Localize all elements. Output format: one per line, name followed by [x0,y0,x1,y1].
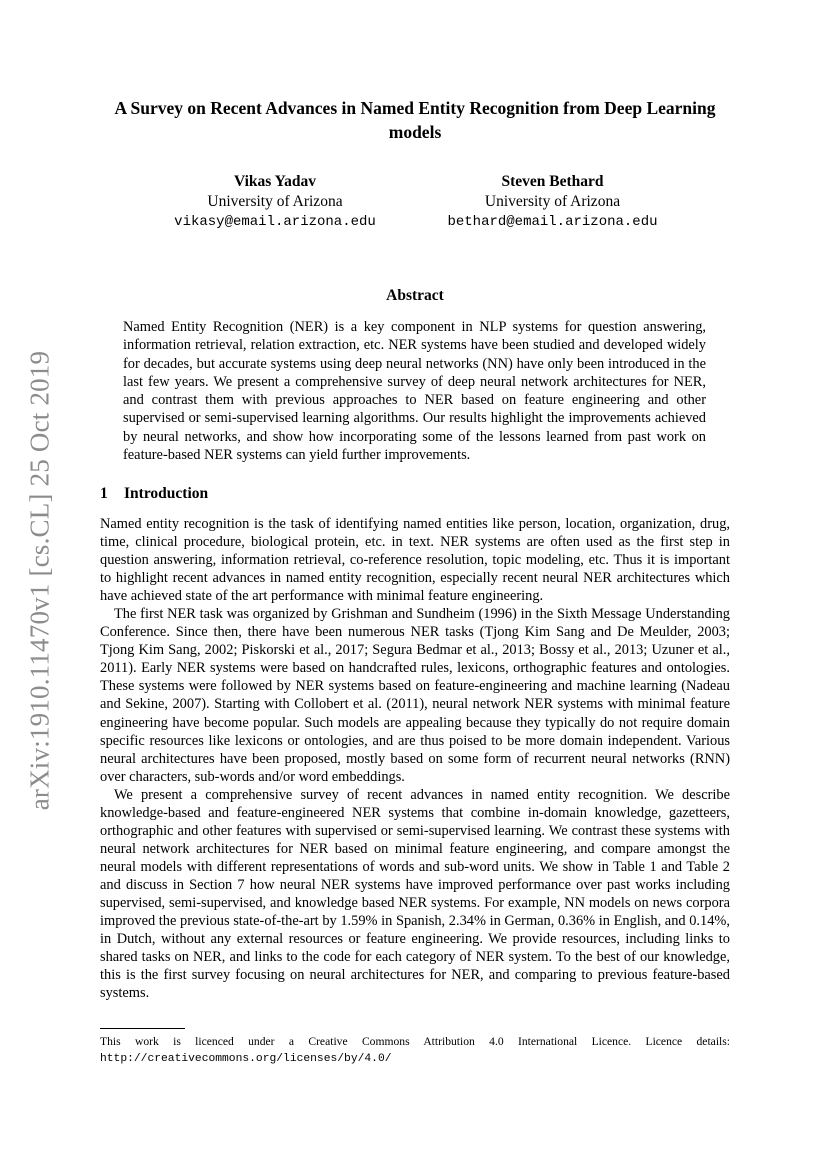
footnote-text: This work is licenced under a Creative Commons Attribution 4.0 International Licence. Licence details: [100,1035,730,1048]
author-name: Steven Bethard [501,173,604,190]
author-email: vikasy@email.arizona.edu [174,214,376,230]
license-url: http://creativecommons.org/licenses/by/4.0/ [100,1053,392,1065]
author-name: Vikas Yadav [234,173,316,190]
footnote [100,1034,730,1067]
introduction-body [100,515,730,1002]
paragraph: We present a comprehensive survey of recent advances in named entity recognition. We describe knowledge-based and feature-engineered NER systems that combine in-domain knowledge, gazetteers, orthographic and other features with supervised or semi-supervised learning. We contrast these systems with neural network architectures for NER based on minimal feature engineering, and compare amongst the neural models with different representations of words and sub-word units. We show in Table 1 and Table 2 and discuss in Section 7 how neural NER systems have improved performance over past works including supervised, semi-supervised, and knowledge based NER systems. For example, NN models on news corpora improved the previous state-of-the-art by 1.59% in Spanish, 2.34% in German, 0.36% in English, and 0.14%, in Dutch, without any external resources or feature engineering. We provide resources, including links to shared tasks on NER, and links to the code for each category of NER system. To the best of our knowledge, this is the first survey focusing on neural architectures for NER, and comparing to previous feature-based systems. [100,786,730,1002]
abstract-text: Named Entity Recognition (NER) is a key component in NLP systems for question answering, information retrieval, relation extraction, etc. NER systems have been studied and developed widely for decades, but accurate systems using deep neural networks (NN) have only been introduced in the last few years. We present a comprehensive survey of deep neural network architectures for NER, and contrast them with previous approaches to NER based on feature engineering and other supervised or semi-supervised learning algorithms. Our results highlight the improvements achieved by neural networks, and show how incorporating some of the lessons learned from past work on feature-based NER systems can yield further improvements. [123,319,706,464]
author-affiliation: University of Arizona [207,193,343,210]
author-block-1 [150,172,400,232]
arxiv-identifier-text: arXiv:1910.11470v1 [cs.CL] 25 Oct 2019 [24,350,55,810]
section-title: Introduction [124,485,209,502]
arxiv-identifier-stamp [20,340,60,820]
paragraph: The first NER task was organized by Grishman and Sundheim (1996) in the Sixth Message Understanding Conference. Since then, there have been numerous NER tasks (Tjong Kim Sang and De Meulder, 2003; Tjong Kim Sang, 2002; Piskorski et al., 2017; Segura Bedmar et al., 2013; Bossy et al., 2013; Uzuner et al., 2011). Early NER systems were based on handcrafted rules, lexicons, orthographic features and ontologies. These systems were followed by NER systems based on feature-engineering and machine learning (Nadeau and Sekine, 2007). Starting with Collobert et al. (2011), neural network NER systems with minimal feature engineering have become popular. Such models are appealing because they typically do not require domain specific resources like lexicons or ontologies, and are thus poised to be more domain independent. Various neural architectures have been proposed, mostly based on some form of recurrent neural networks (RNN) over characters, sub-words and/or word embeddings. [100,606,730,785]
author-block-2 [425,172,680,232]
abstract-heading: Abstract [386,287,444,304]
footnote-divider [100,1028,185,1029]
paragraph: Named entity recognition is the task of identifying named entities like person, location, organization, drug, time, clinical procedure, biological protein, etc. in text. NER systems are often used as the first step in question answering, information retrieval, co-reference resolution, topic modeling, etc. Thus it is important to highlight recent advances in named entity recognition, especially recent neural NER architectures which have achieved state of the art performance with minimal feature engineering. [100,516,730,605]
section-heading [100,485,208,503]
author-email: bethard@email.arizona.edu [447,214,658,230]
paper-title: A Survey on Recent Advances in Named Entity Recognition from Deep Learning models [114,98,716,142]
author-affiliation: University of Arizona [484,193,621,210]
section-number: 1 [100,485,108,502]
